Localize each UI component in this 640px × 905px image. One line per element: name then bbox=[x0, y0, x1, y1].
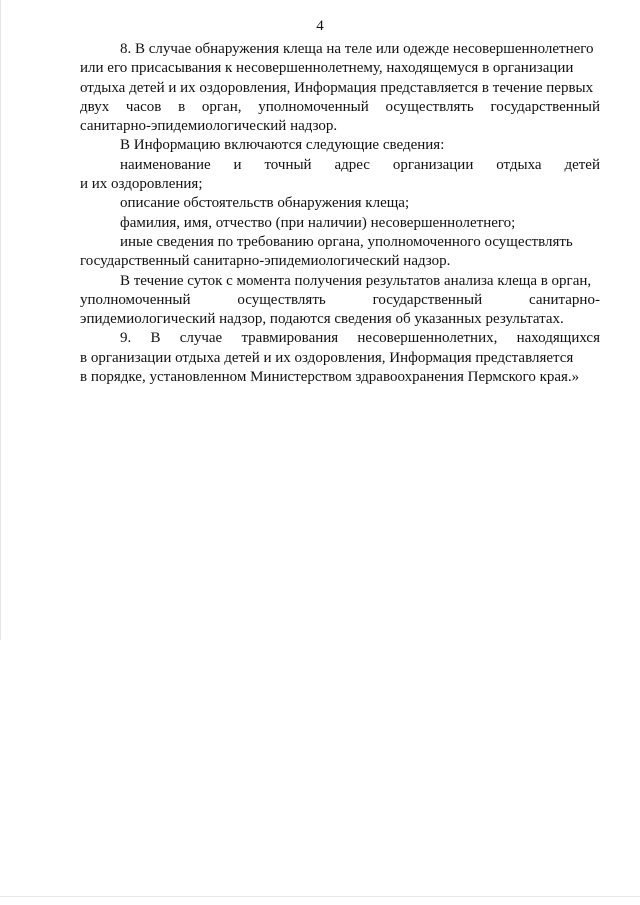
word: находящихся bbox=[516, 330, 600, 347]
word: случае bbox=[179, 330, 223, 347]
word: точный bbox=[264, 156, 312, 173]
paragraph-9-line-2: в организации отдыха детей и их оздоровления, Информация представляется bbox=[80, 349, 574, 366]
info-intro: В Информацию включаются следующие сведения: bbox=[120, 137, 445, 154]
results-line-1: В течение суток с момента получения результатов анализа клеща в орган, bbox=[120, 272, 592, 289]
document-body bbox=[80, 40, 600, 387]
scan-bottom-edge bbox=[0, 896, 640, 897]
paragraph-8-line-3: отдыха детей и их оздоровления, Информация представляется в течение первых bbox=[80, 79, 594, 96]
item-name-line-2: и их оздоровления; bbox=[80, 176, 203, 193]
item-fio: фамилия, имя, отчество (при наличии) несовершеннолетнего; bbox=[120, 214, 516, 231]
word: несовершеннолетних, bbox=[357, 330, 498, 347]
word: уполномоченный bbox=[80, 291, 191, 308]
paragraph-8-line-4 bbox=[80, 98, 600, 117]
results-line-3: эпидемиологический надзор, подаются сведения об указанных результатах. bbox=[80, 311, 564, 328]
word: санитарно- bbox=[528, 291, 600, 308]
word: и bbox=[233, 156, 242, 173]
word: осуществлять bbox=[237, 291, 326, 308]
word: государственный bbox=[490, 98, 600, 115]
word: часов bbox=[125, 98, 162, 115]
item-other-line-1: иные сведения по требованию органа, уполномоченного осуществлять bbox=[120, 233, 573, 250]
word: детей bbox=[564, 156, 600, 173]
item-other-line-2: государственный санитарно-эпидемиологический надзор. bbox=[80, 253, 451, 270]
word: в bbox=[178, 98, 186, 115]
word: орган, bbox=[201, 98, 242, 115]
item-circumstances: описание обстоятельств обнаружения клеща; bbox=[120, 195, 410, 212]
word: В bbox=[150, 330, 161, 347]
word: адрес bbox=[334, 156, 370, 173]
word: двух bbox=[80, 98, 110, 115]
results-line-2 bbox=[80, 291, 600, 310]
paragraph-8-line-1: 8. В случае обнаружения клеща на теле или одежде несовершеннолетнего bbox=[120, 41, 594, 57]
word: травмирования bbox=[241, 330, 339, 347]
word: 9. bbox=[120, 330, 132, 347]
paragraph-9-line-3: в порядке, установленном Министерством здравоохранения Пермского края.» bbox=[80, 369, 580, 386]
item-name-line-1 bbox=[80, 156, 600, 175]
word: наименование bbox=[120, 156, 211, 173]
paragraph-9-line-1 bbox=[80, 329, 600, 348]
paragraph-8-line-5: санитарно-эпидемиологический надзор. bbox=[80, 118, 338, 135]
word: государственный bbox=[372, 291, 483, 308]
word: осуществлять bbox=[385, 98, 474, 115]
word: организации bbox=[392, 156, 474, 173]
page-number: 4 bbox=[316, 18, 324, 34]
paragraph-8-line-2: или его присасывания к несовершеннолетнему, находящемуся в организации bbox=[80, 60, 574, 77]
word: уполномоченный bbox=[258, 98, 369, 115]
word: отдыха bbox=[496, 156, 542, 173]
scan-edge-line bbox=[0, 0, 1, 640]
